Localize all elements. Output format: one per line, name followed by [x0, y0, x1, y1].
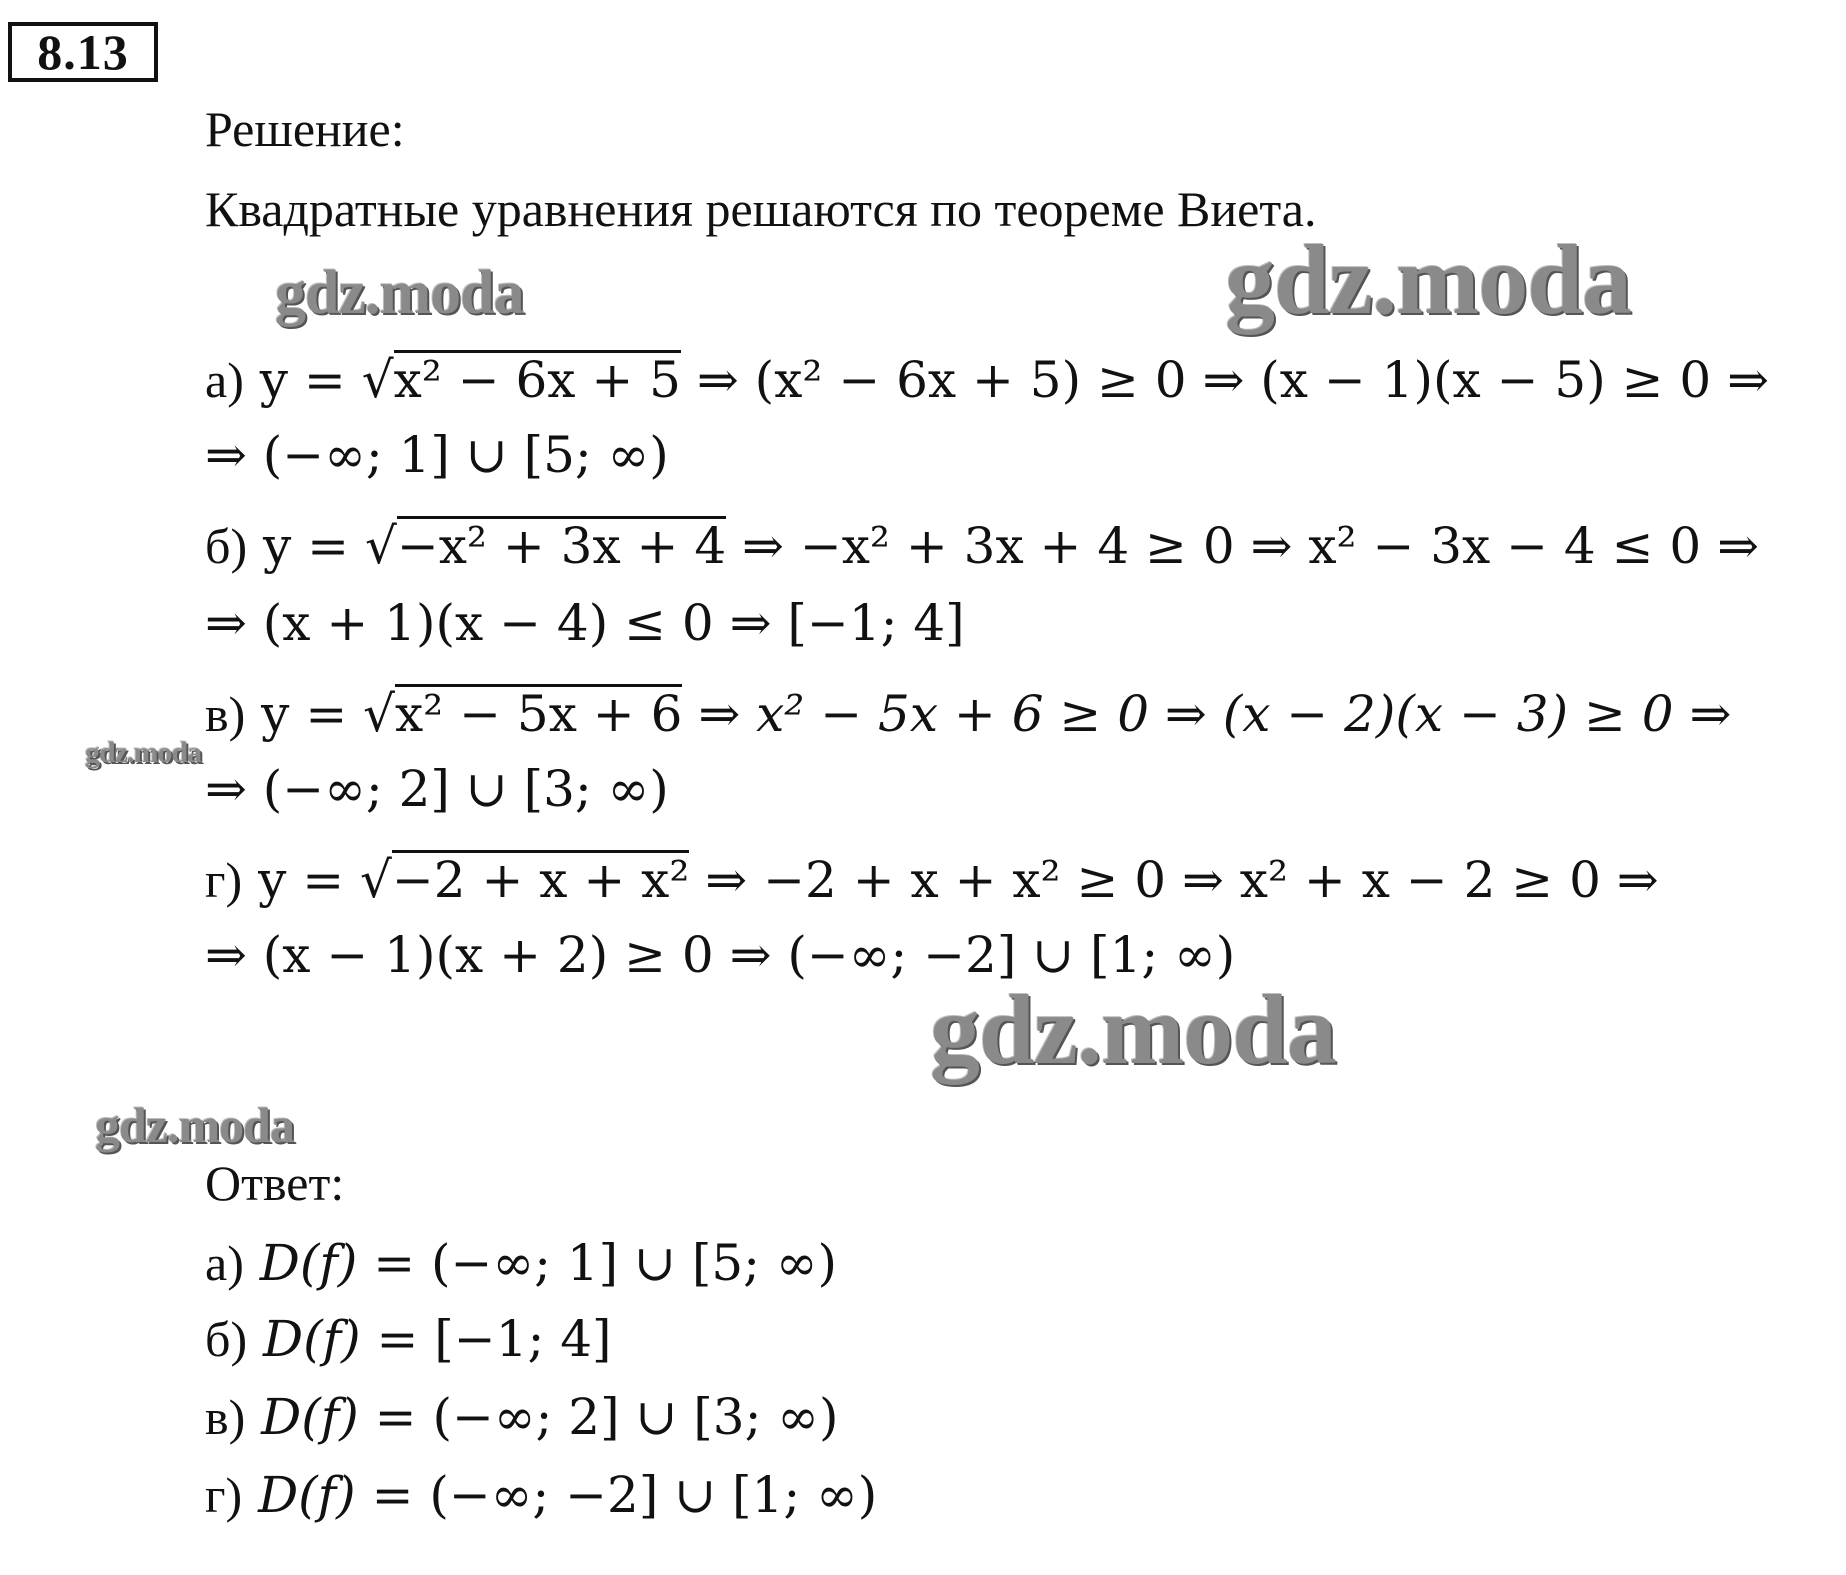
answer-b — [205, 1310, 612, 1368]
answer-b-rhs: = [−1; 4] — [360, 1310, 612, 1368]
solution-g-line1 — [205, 850, 1659, 909]
answer-b-label: б) — [205, 1311, 248, 1367]
v-radicand: x² − 5x + 6 — [394, 685, 683, 743]
a-post: ⇒ (x² − 6x + 5) ≥ 0 ⇒ (x − 1)(x − 5) ≥ 0 ⇒ — [681, 351, 1769, 409]
v-post: ⇒ x² − 5x + 6 ≥ 0 ⇒ (x − 2)(x − 3) ≥ 0 ⇒ — [682, 685, 1732, 743]
answer-v-lhs: D(f) — [261, 1388, 359, 1446]
solution-a-line1 — [205, 350, 1769, 409]
answer-g — [205, 1466, 878, 1524]
answer-g-lhs: D(f) — [258, 1466, 356, 1524]
label-v: в) — [205, 686, 246, 742]
answer-g-label: г) — [205, 1467, 243, 1523]
g-pre: y = — [258, 851, 361, 909]
answer-a-lhs: D(f) — [259, 1234, 358, 1292]
answer-a-rhs: = (−∞; 1] ∪ [5; ∞) — [357, 1234, 838, 1292]
watermark: gdz.moda — [275, 259, 524, 327]
answer-g-rhs: = (−∞; −2] ∪ [1; ∞) — [355, 1466, 878, 1524]
a-pre: y = — [259, 351, 362, 409]
sqrt-g: √−2 + x + x² — [360, 851, 690, 909]
solution-g-line2: ⇒ (x − 1)(x + 2) ≥ 0 ⇒ (−∞; −2] ∪ [1; ∞) — [205, 926, 1236, 984]
solution-v-line2: ⇒ (−∞; 2] ∪ [3; ∞) — [205, 760, 669, 818]
label-b: б) — [205, 518, 248, 574]
b-radicand: −x² + 3x + 4 — [396, 517, 727, 575]
answer-v-label: в) — [205, 1389, 246, 1445]
intro-text: Квадратные уравнения решаются по теореме Виета. — [205, 181, 1317, 237]
sqrt-b: √−x² + 3x + 4 — [364, 517, 727, 575]
answer-heading: Ответ: — [205, 1155, 345, 1211]
b-pre: y = — [263, 517, 365, 575]
b-post: ⇒ −x² + 3x + 4 ≥ 0 ⇒ x² − 3x − 4 ≤ 0 ⇒ — [726, 517, 1760, 575]
answer-v — [205, 1388, 839, 1446]
g-radicand: −2 + x + x² — [391, 851, 690, 909]
label-a: а) — [205, 352, 244, 408]
answer-b-lhs: D(f) — [263, 1310, 361, 1368]
answer-a-label: а) — [205, 1235, 244, 1291]
watermark: gdz.moda — [930, 974, 1336, 1085]
answer-v-rhs: = (−∞; 2] ∪ [3; ∞) — [358, 1388, 839, 1446]
g-post: ⇒ −2 + x + x² ≥ 0 ⇒ x² + x − 2 ≥ 0 ⇒ — [689, 851, 1659, 909]
solution-v-line1 — [205, 684, 1732, 743]
solution-b-line1 — [205, 516, 1760, 575]
watermark: gdz.moda — [1225, 224, 1631, 335]
problem-number: 8.13 — [8, 22, 158, 82]
sqrt-a: √x² − 6x + 5 — [361, 351, 681, 409]
watermark: gdz.moda — [95, 1097, 294, 1153]
sqrt-v: √x² − 5x + 6 — [363, 685, 683, 743]
solution-heading: Решение: — [205, 101, 405, 157]
solution-a-line2: ⇒ (−∞; 1] ∪ [5; ∞) — [205, 426, 669, 484]
answer-a — [205, 1234, 838, 1292]
solution-b-line2: ⇒ (x + 1)(x − 4) ≤ 0 ⇒ [−1; 4] — [205, 594, 965, 652]
a-radicand: x² − 6x + 5 — [393, 351, 681, 409]
label-g: г) — [205, 852, 243, 908]
watermark: gdz.moda — [85, 736, 202, 769]
v-pre: y = — [261, 685, 364, 743]
